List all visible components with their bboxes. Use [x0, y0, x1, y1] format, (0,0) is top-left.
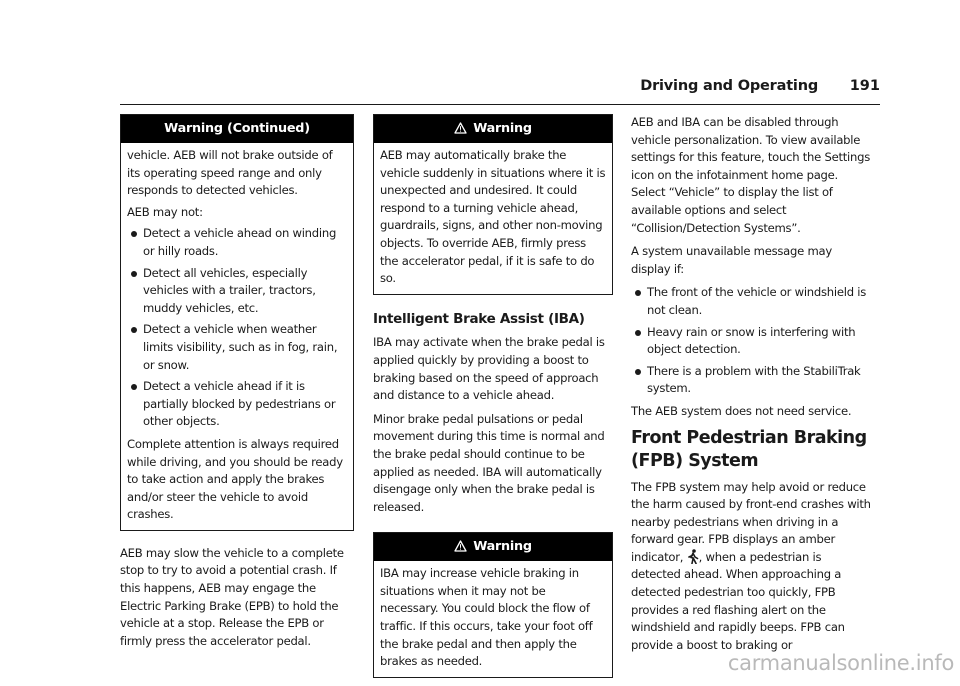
list-item-text: There is a problem with the StabiliTrak system.: [647, 363, 861, 396]
bullet-icon: [131, 384, 137, 390]
body-paragraph: [631, 479, 873, 655]
body-paragraph: The AEB system does not need service.: [631, 403, 852, 418]
warning-title-text: Warning: [473, 539, 532, 555]
bullet-icon: [635, 330, 641, 336]
list-item: [631, 324, 873, 359]
list-item: [127, 225, 347, 260]
section-heading-iba: Intelligent Brake Assist (IBA): [373, 310, 585, 327]
watermark: carmanualsonline.info: [727, 651, 954, 675]
warning-box-title: [374, 115, 612, 143]
list-item-text: Detect a vehicle when weather limits visibility, such as in fog, rain, or snow.: [143, 322, 338, 372]
list-item-text: The front of the vehicle or windshield is not clean.: [647, 285, 867, 317]
warning-box-body: [374, 143, 612, 294]
bullet-icon: [131, 327, 137, 333]
warning-box-iba: [373, 532, 613, 678]
pedestrian-icon: [687, 549, 699, 564]
list-item-text: Detect a vehicle ahead on winding or hilly roads.: [143, 226, 337, 258]
warning-box-aeb: [373, 114, 613, 295]
list-item: [631, 363, 873, 398]
bullet-icon: [131, 271, 137, 277]
page-number: 191: [849, 78, 880, 94]
list-item-text: Detect a vehicle ahead if it is partially blocked by pedestrians or other objects.: [143, 379, 336, 429]
body-paragraph: AEB may slow the vehicle to a complete stop to try to avoid a potential crash. If this happens, AEB may engage the Electric Parking Brake (EPB) to hold the vehicle at a stop. Release the EPB or firmly press the accelerator pedal.: [120, 545, 344, 648]
list-item: [631, 284, 873, 319]
bullet-icon: [635, 369, 641, 375]
bullet-icon: [635, 290, 641, 296]
warning-paragraph: vehicle. AEB will not brake outside of its operating speed range and only responds to detected vehicles.: [127, 148, 333, 198]
warning-title-text: Warning: [473, 121, 532, 136]
warning-triangle-icon: [454, 540, 467, 552]
warning-paragraph: AEB may not:: [127, 204, 203, 219]
bullet-list: [631, 284, 873, 398]
warning-triangle-icon: [454, 122, 467, 134]
body-paragraph: IBA may activate when the brake pedal is applied quickly by providing a boost to braking based on the speed of approach and distance to a vehicle ahead.: [373, 335, 605, 403]
list-item: [127, 378, 347, 431]
section-title: Driving and Operating: [640, 78, 818, 94]
warning-paragraph: AEB may automatically brake the vehicle suddenly in situations where it is unexpected and undesired. It could respond to a turning vehicle ahead, guardrails, signs, and other non-moving objects. To override AEB, firmly press the accelerator pedal, if it is safe to do so.: [380, 148, 606, 286]
column-right: [631, 114, 873, 660]
body-paragraph: AEB and IBA can be disabled through vehicle personalization. To view available settings for this feature, touch the Settings icon on the infotainment home page. Select “Vehicle” to display the list of available options and select “Collision/Detection Systems”.: [631, 115, 871, 235]
list-item-text: Heavy rain or snow is interfering with object detection.: [647, 324, 856, 357]
body-paragraph: Minor brake pedal pulsations or pedal movement during this time is normal and the brake pedal should continue to be applied as needed. IBA will automatically disengage only when the brake pedal is released.: [373, 411, 605, 514]
body-paragraph: A system unavailable message may display if:: [631, 244, 832, 276]
bullet-list: [127, 225, 347, 431]
warning-box-title: [374, 533, 612, 561]
column-left: [120, 114, 354, 656]
list-item: [127, 265, 347, 318]
warning-box-continued: [120, 114, 354, 531]
list-item-text: Detect all vehicles, especially vehicles with a trailer, tractors, muddy vehicles, etc.: [143, 265, 316, 315]
list-item: [127, 321, 347, 374]
page-header: [120, 78, 880, 105]
warning-box-body: [374, 561, 612, 677]
fpb-text-start: The FPB system may help avoid or reduce the harm caused by front-end crashes with nearby pedestrians when driving in a forward gear. FPB displays an amber indicator,: [631, 479, 871, 564]
column-middle: [373, 114, 613, 686]
warning-paragraph: IBA may increase vehicle braking in situations when it may not be necessary. You could block the flow of traffic. If this occurs, take your foot off the brake pedal and then apply the brakes as needed.: [380, 566, 593, 669]
warning-paragraph: Complete attention is always required while driving, and you should be ready to take action and apply the brakes and/or steer the vehicle to avoid crashes.: [127, 436, 343, 522]
warning-box-body: [121, 143, 353, 530]
bullet-icon: [131, 231, 137, 237]
section-heading-fpb: Front Pedestrian Braking (FPB) System: [631, 427, 867, 471]
warning-box-title: Warning (Continued): [121, 115, 353, 143]
fpb-text-end: , when a pedestrian is detected ahead. When approaching a detected pedestrian too quickly, FPB provides a red flashing alert on the windshield and rapidly beeps. FPB can provide a boost to braking or: [631, 549, 845, 652]
